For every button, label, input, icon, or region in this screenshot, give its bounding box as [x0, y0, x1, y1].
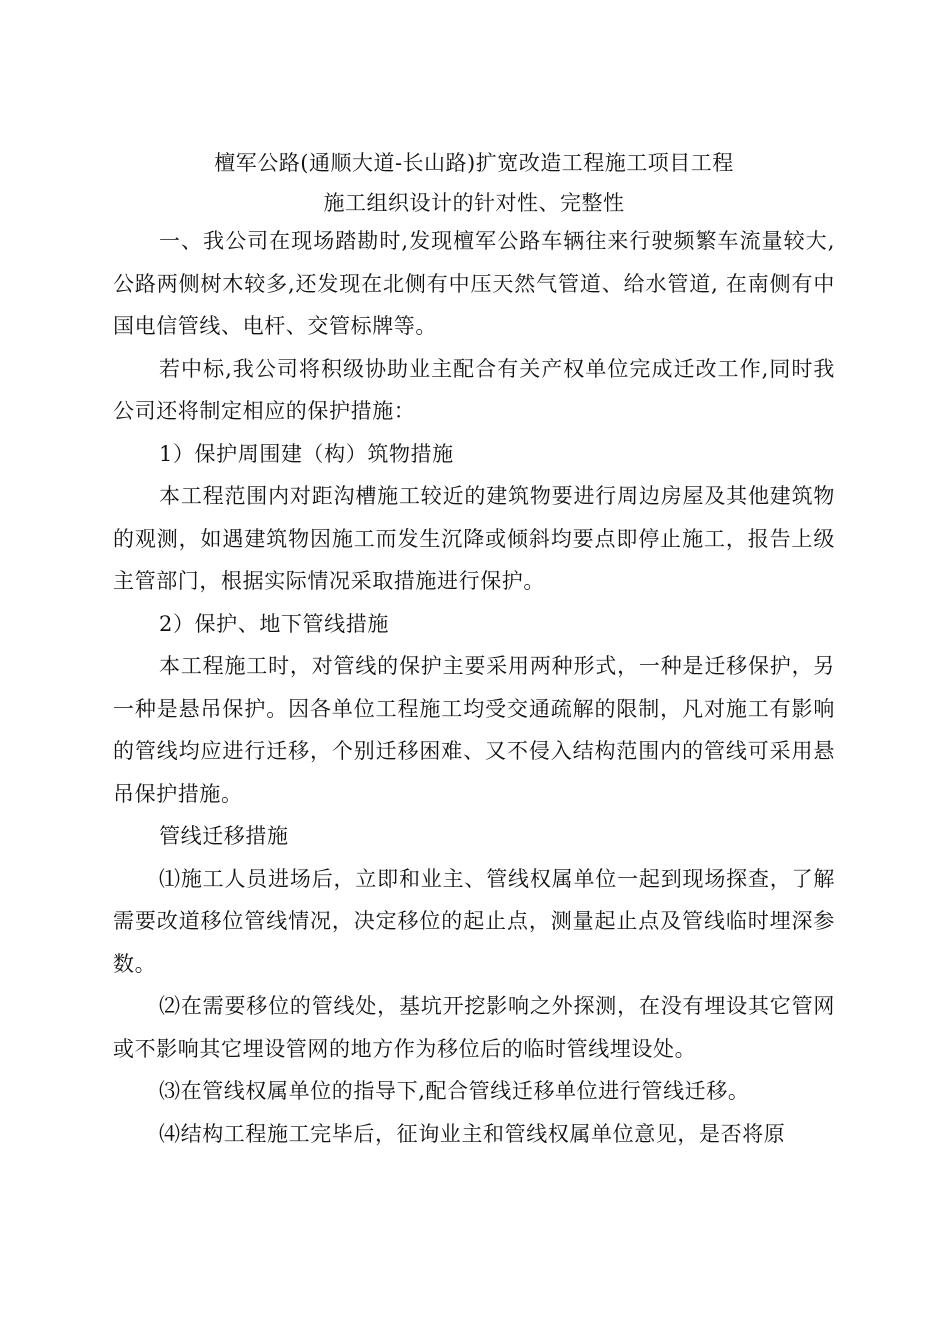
paragraph-bid-commitment: 若中标,我公司将积级协助业主配合有关产权单位完成迁改工作,同时我公司还将制定相应的保护措施： [113, 356, 835, 423]
paragraph-pipeline-protection: 本工程施工时，对管线的保护主要采用两种形式，一种是迁移保护，另一种是悬吊保护。因各单位工程施工均受交通疏解的限制，凡对施工有影响的管线均应进行迁移，个别迁移困难、又不侵入结构范围内的管线可采用悬吊保护措施。 [113, 654, 835, 806]
heading-building-protection: 1）保护周围建（构）筑物措施 [159, 441, 454, 466]
document-title: 檀军公路(通顺大道-长山路)扩宽改造工程施工项目工程 [214, 151, 734, 175]
heading-pipeline-protection: 2）保护、地下管线措施 [159, 611, 389, 636]
list-item-relocation-2: ⑵在需要移位的管线处，基坑开挖影响之外探测，在没有埋设其它管网或不影响其它埋设管网的地方作为移位后的临时管线埋设处。 [113, 994, 835, 1061]
document-body [113, 146, 835, 1155]
list-item-relocation-1: ⑴施工人员进场后，立即和业主、管线权属单位一起到现场探查，了解需要改道移位管线情况，决定移位的起止点，测量起止点及管线临时埋深参数。 [113, 866, 835, 976]
paragraph-building-protection: 本工程范围内对距沟槽施工较近的建筑物要进行周边房屋及其他建筑物的观测，如遇建筑物因施工而发生沉降或倾斜均要点即停止施工，报告上级主管部门，根据实际情况采取措施进行保护。 [113, 484, 835, 593]
heading-pipeline-relocation: 管线迁移措施 [159, 824, 289, 848]
paragraph-site-survey: 一、我公司在现场踏勘时,发现檀军公路车辆往来行驶频繁车流量较大,公路两侧树木较多,还发现在北侧有中压天然气管道、给水管道, 在南侧有中国电信管线、电杆、交管标牌等。 [113, 229, 835, 338]
list-item-relocation-3: ⑶在管线权属单位的指导下,配合管线迁移单位进行管线迁移。 [159, 1079, 750, 1103]
list-item-relocation-4: ⑷结构工程施工完毕后，征询业主和管线权属单位意见，是否将原 [159, 1121, 786, 1146]
document-subtitle: 施工组织设计的针对性、完整性 [323, 191, 625, 215]
